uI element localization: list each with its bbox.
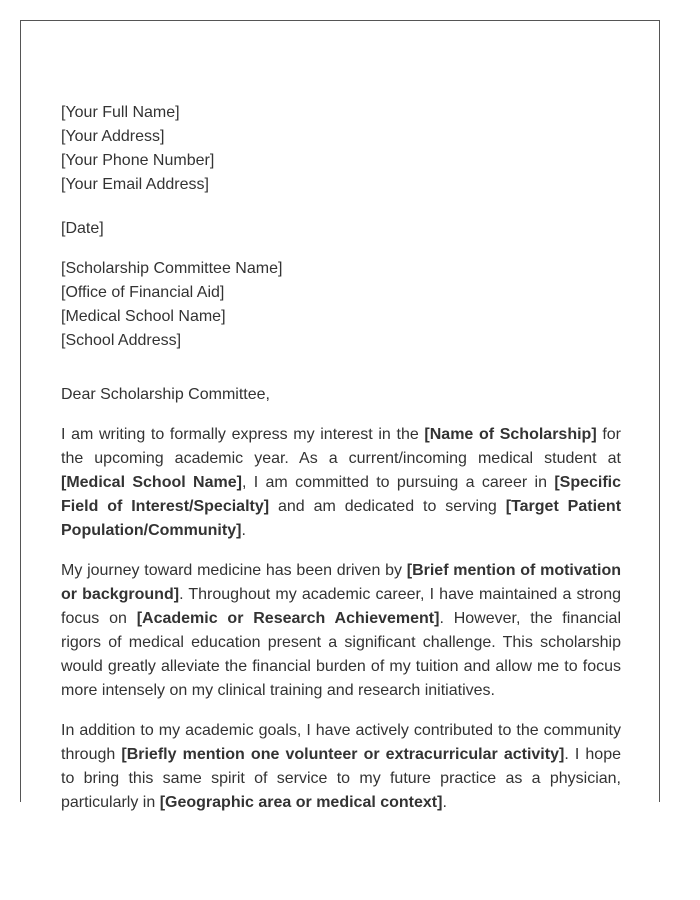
p1-text-5: . [241, 522, 246, 539]
recipient-school: [Medical School Name] [61, 308, 226, 325]
paragraph-motivation [61, 559, 621, 703]
p3-text-2: . I hope to bring this same spirit of service to my future practice as a physician, particularly in [61, 746, 621, 811]
p1-placeholder-specialty: [Specific Field of Interest/Specialty] [61, 474, 621, 515]
p1-placeholder-community: [Target Patient Population/Community] [61, 498, 622, 539]
paragraph-community [61, 719, 621, 815]
p1-text-4: and am dedicated to serving [269, 498, 506, 515]
p1-text-1: I am writing to formally express my interest in the [61, 426, 425, 443]
p1-placeholder-scholarship: [Name of Scholarship] [424, 426, 597, 443]
p2-text-1: My journey toward medicine has been driven by [61, 562, 407, 579]
p2-placeholder-achievement: [Academic or Research Achievement] [136, 610, 440, 627]
sender-name: [Your Full Name] [61, 104, 180, 121]
recipient-office: [Office of Financial Aid] [61, 284, 225, 301]
recipient-committee: [Scholarship Committee Name] [61, 260, 283, 277]
letter-content [61, 101, 621, 815]
p1-text-2: for the upcoming academic year. As a current/incoming medical student at [61, 426, 621, 467]
p1-text-3: , I am committed to pursuing a career in [241, 474, 555, 491]
salutation: Dear Scholarship Committee, [61, 386, 270, 403]
p1-placeholder-school: [Medical School Name] [61, 474, 242, 491]
sender-address: [Your Address] [61, 128, 165, 145]
sender-phone: [Your Phone Number] [61, 152, 215, 169]
sender-block [61, 101, 621, 197]
recipient-address: [School Address] [61, 332, 182, 349]
letter-page [20, 20, 660, 811]
p2-text-2: . Throughout my academic career, I have maintained a strong focus on [61, 586, 622, 627]
recipient-block [61, 257, 621, 353]
paragraph-interest [61, 423, 621, 543]
p3-placeholder-activity: [Briefly mention one volunteer or extracurricular activity] [121, 746, 565, 763]
p3-text-3: . [442, 794, 447, 811]
p3-text-1: In addition to my academic goals, I have actively contributed to the community through [61, 722, 621, 763]
date-block [61, 217, 621, 241]
p2-text-3: . However, the financial rigors of medical education present a significant challenge. This scholarship would greatly alleviate the financial burden of my tuition and allow me to focus more intensely on my clinical training and research initiatives. [61, 610, 621, 699]
letter-date: [Date] [61, 220, 104, 237]
p3-placeholder-area: [Geographic area or medical context] [159, 794, 443, 811]
sender-email: [Your Email Address] [61, 176, 209, 193]
p2-placeholder-motivation: [Brief mention of motivation or background] [61, 562, 621, 603]
